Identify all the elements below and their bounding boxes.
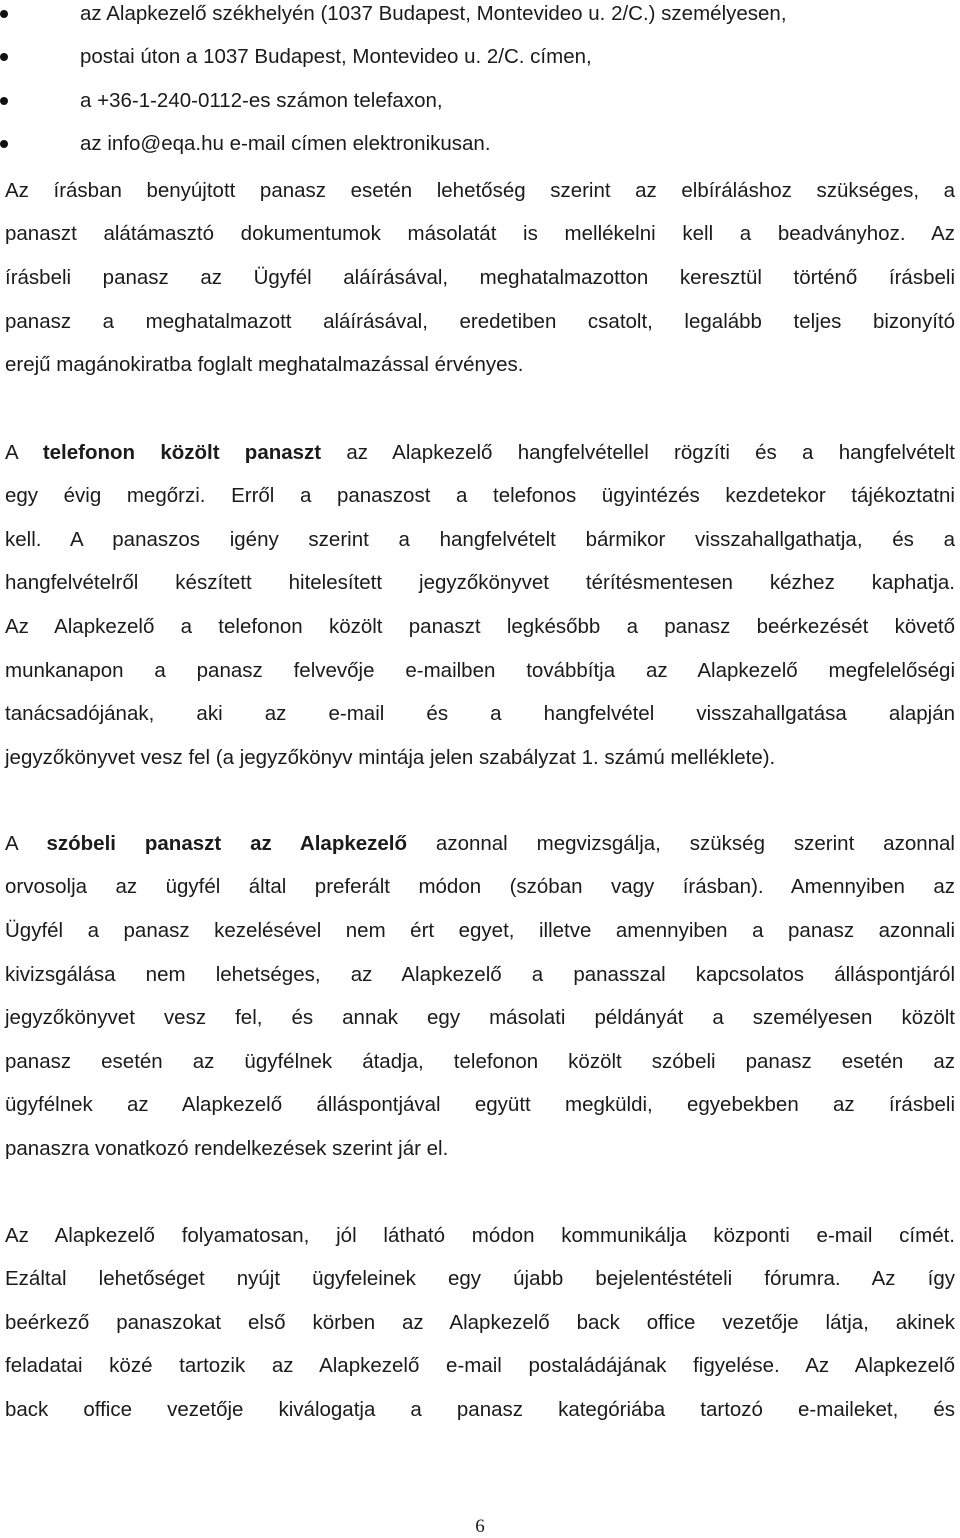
paragraph-written-complaint-line: panasz a meghatalmazott aláírásával, eredetiben csatolt, legalább teljes bizonyító: [5, 310, 955, 333]
bullet-icon: [0, 10, 8, 18]
paragraph-email-channel-line: Ezáltal lehetőséget nyújt ügyfeleinek egy újabb bejelentéstételi fórumra. Az így: [5, 1267, 955, 1290]
paragraph-email-channel-line: feladatai közé tartozik az Alapkezelő e-mail postaládájának figyelése. Az Alapkezelő: [5, 1354, 955, 1377]
paragraph-phone-complaint-line: tanácsadójának, aki az e-mail és a hangfelvétel visszahallgatása alapján: [5, 702, 955, 725]
bullet-icon: [0, 140, 8, 148]
paragraph-phone-complaint-line: jegyzőkönyvet vesz fel (a jegyzőkönyv mintája jelen szabályzat 1. számú melléklete).: [5, 746, 776, 769]
list-item-text: a +36-1-240-0112-es számon telefaxon,: [80, 89, 443, 112]
list-item-text: postai úton a 1037 Budapest, Montevideo u. 2/C. címen,: [80, 45, 592, 68]
paragraph-phone-complaint-line: hangfelvételről készített hitelesített jegyzőkönyvet térítésmentesen kézhez kaphatja.: [5, 571, 955, 594]
bold-phrase: szóbeli panaszt az Alapkezelő: [46, 832, 408, 855]
paragraph-phone-complaint-line: egy évig megőrzi. Erről a panaszost a telefonos ügyintézés kezdetekor tájékoztatni: [5, 484, 955, 507]
paragraph-written-complaint-line: erejű magánokiratba foglalt meghatalmazással érvényes.: [5, 353, 524, 376]
list-item-text: az info@eqa.hu e-mail címen elektronikusan.: [80, 132, 491, 155]
paragraph-oral-complaint-line: ügyfélnek az Alapkezelő álláspontjával együtt megküldi, egyebekben az írásbeli: [5, 1093, 955, 1116]
bullet-icon: [0, 53, 8, 61]
paragraph-oral-complaint-line: Ügyfél a panasz kezelésével nem ért egyet, illetve amennyiben a panasz azonnali: [5, 919, 955, 942]
paragraph-email-channel-line: Az Alapkezelő folyamatosan, jól látható módon kommunikálja központi e-mail címét.: [5, 1224, 955, 1247]
paragraph-phone-complaint-line: Az Alapkezelő a telefonon közölt panaszt legkésőbb a panasz beérkezését követő: [5, 615, 955, 638]
bold-phrase: telefonon közölt panaszt: [42, 441, 322, 464]
paragraph-written-complaint-line: írásbeli panasz az Ügyfél aláírásával, meghatalmazotton keresztül történő írásbeli: [5, 266, 955, 289]
page-number: 6: [475, 1516, 485, 1537]
paragraph-phone-complaint-line: kell. A panaszos igény szerint a hangfelvételt bármikor visszahallgathatja, és a: [5, 528, 955, 551]
paragraph-email-channel-line: beérkező panaszokat első körben az Alapkezelő back office vezetője látja, akinek: [5, 1311, 955, 1334]
paragraph-oral-complaint-line: A szóbeli panaszt az Alapkezelő azonnal megvizsgálja, szükség szerint azonnal: [5, 832, 955, 855]
paragraph-oral-complaint-line: kivizsgálása nem lehetséges, az Alapkezelő a panasszal kapcsolatos álláspontjáról: [5, 963, 955, 986]
paragraph-written-complaint-line: Az írásban benyújtott panasz esetén lehetőség szerint az elbíráláshoz szükséges, a: [5, 179, 955, 202]
paragraph-email-channel-line: back office vezetője kiválogatja a panasz kategóriába tartozó e-maileket, és: [5, 1398, 955, 1421]
paragraph-oral-complaint-line: panasz esetén az ügyfélnek átadja, telefonon közölt szóbeli panasz esetén az: [5, 1050, 955, 1073]
bullet-icon: [0, 97, 8, 105]
paragraph-oral-complaint-line: panaszra vonatkozó rendelkezések szerint jár el.: [5, 1137, 449, 1160]
paragraph-phone-complaint-line: A telefonon közölt panaszt az Alapkezelő hangfelvétellel rögzíti és a hangfelvételt: [5, 441, 955, 464]
paragraph-oral-complaint-line: orvosolja az ügyfél által preferált módon (szóban vagy írásban). Amennyiben az: [5, 875, 955, 898]
paragraph-phone-complaint-line: munkanapon a panasz felvevője e-mailben továbbítja az Alapkezelő megfelelőségi: [5, 659, 955, 682]
paragraph-oral-complaint-line: jegyzőkönyvet vesz fel, és annak egy másolati példányát a személyesen közölt: [5, 1006, 955, 1029]
paragraph-written-complaint-line: panaszt alátámasztó dokumentumok másolatát is mellékelni kell a beadványhoz. Az: [5, 222, 955, 245]
list-item-text: az Alapkezelő székhelyén (1037 Budapest, Montevideo u. 2/C.) személyesen,: [80, 2, 787, 25]
